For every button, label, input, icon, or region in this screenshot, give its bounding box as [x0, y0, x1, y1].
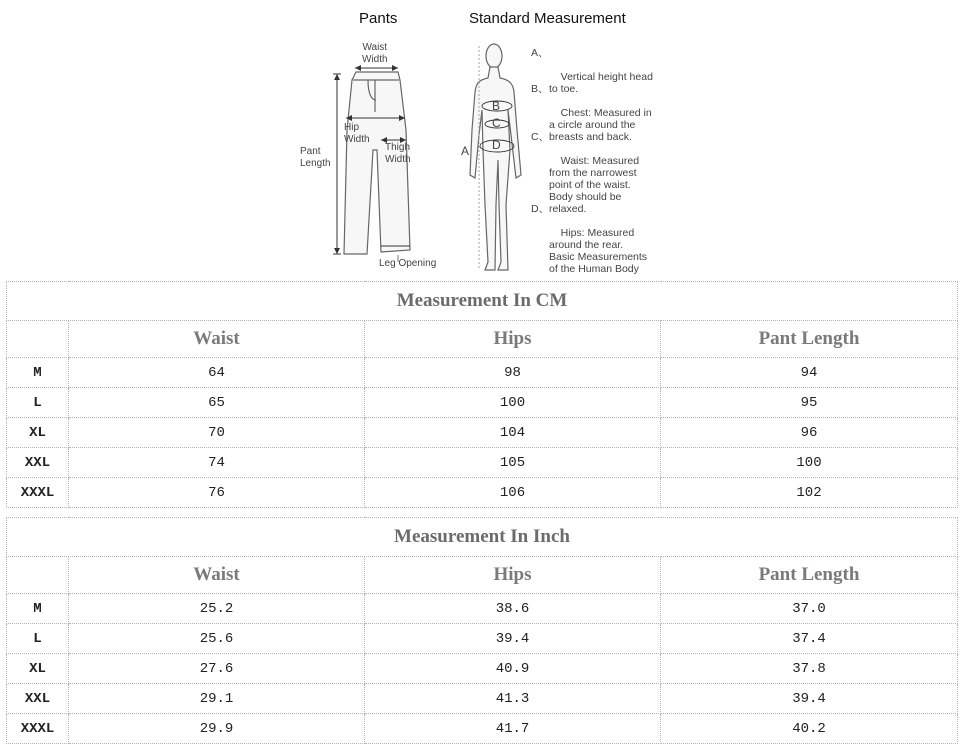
size-label: L	[7, 624, 69, 654]
pant-length-value: 102	[661, 478, 958, 508]
column-header-pant-length: Pant Length	[661, 321, 958, 358]
body-marker-c: C	[492, 116, 501, 130]
pants-heading: Pants	[359, 10, 398, 27]
table-row	[7, 388, 958, 418]
table-row	[7, 624, 958, 654]
column-header-hips: Hips	[365, 321, 661, 358]
corner-cell	[7, 321, 69, 358]
size-label: XXXL	[7, 714, 69, 744]
note-b-text: Chest: Measured in a circle around the breasts and back.	[549, 107, 652, 143]
table-row	[7, 714, 958, 744]
cm-size-table	[6, 281, 958, 508]
note-c-text: Waist: Measured from the narrowest point of the waist. Body should be relaxed.	[549, 155, 640, 215]
hips-value: 104	[365, 418, 661, 448]
leg-opening-label: Leg Opening	[379, 258, 437, 269]
waist-value: 64	[69, 358, 365, 388]
hip-width-label: Hip Width	[344, 122, 370, 145]
table-title: Measurement In Inch	[7, 518, 958, 557]
hips-value: 100	[365, 388, 661, 418]
pant-length-value: 40.2	[661, 714, 958, 744]
pant-length-value: 100	[661, 448, 958, 478]
size-label: XL	[7, 654, 69, 684]
note-d	[531, 203, 669, 287]
waist-value: 65	[69, 388, 365, 418]
hips-value: 105	[365, 448, 661, 478]
measurement-illustration	[0, 0, 962, 280]
column-header-pant-length: Pant Length	[661, 557, 958, 594]
size-label: L	[7, 388, 69, 418]
inch-size-table	[6, 517, 958, 744]
waist-value: 70	[69, 418, 365, 448]
table-row	[7, 654, 958, 684]
size-label: M	[7, 358, 69, 388]
body-figure	[470, 44, 521, 270]
table-row	[7, 594, 958, 624]
column-header-hips: Hips	[365, 557, 661, 594]
pant-length-value: 96	[661, 418, 958, 448]
size-label: M	[7, 594, 69, 624]
body-marker-a: A	[461, 144, 470, 158]
column-header-waist: Waist	[69, 321, 365, 358]
note-d-key: D、	[531, 203, 550, 215]
table-row	[7, 448, 958, 478]
hips-value: 41.7	[365, 714, 661, 744]
standard-measurement-heading: Standard Measurement	[469, 10, 626, 27]
pant-length-value: 37.0	[661, 594, 958, 624]
waist-value: 74	[69, 448, 365, 478]
waist-value: 27.6	[69, 654, 365, 684]
corner-cell	[7, 557, 69, 594]
note-b-key: B、	[531, 83, 549, 95]
pants-and-body-drawing	[0, 0, 962, 280]
table-row	[7, 684, 958, 714]
thigh-width-label: Thigh Width	[385, 142, 411, 165]
size-label: XXL	[7, 684, 69, 714]
table-row	[7, 418, 958, 448]
size-label: XL	[7, 418, 69, 448]
hips-value: 38.6	[365, 594, 661, 624]
waist-value: 25.2	[69, 594, 365, 624]
pant-length-value: 39.4	[661, 684, 958, 714]
table-row	[7, 478, 958, 508]
waist-value: 25.6	[69, 624, 365, 654]
waist-value: 29.9	[69, 714, 365, 744]
waist-value: 76	[69, 478, 365, 508]
note-d-text: Hips: Measured around the rear. Basic Measurements of the Human Body	[549, 227, 648, 275]
column-header-waist: Waist	[69, 557, 365, 594]
table-row	[7, 358, 958, 388]
note-a-text: Vertical height head to toe.	[549, 71, 653, 95]
hips-value: 39.4	[365, 624, 661, 654]
waist-value: 29.1	[69, 684, 365, 714]
hips-value: 106	[365, 478, 661, 508]
waist-width-label: Waist Width	[362, 42, 388, 65]
size-label: XXXL	[7, 478, 69, 508]
note-a-key: A、	[531, 47, 549, 59]
size-label: XXL	[7, 448, 69, 478]
pant-length-label: Pant Length	[300, 146, 331, 169]
body-marker-b: B	[492, 99, 501, 113]
table-title: Measurement In CM	[7, 282, 958, 321]
note-c-key: C、	[531, 131, 550, 143]
hips-value: 98	[365, 358, 661, 388]
pant-length-value: 37.4	[661, 624, 958, 654]
hips-value: 41.3	[365, 684, 661, 714]
hips-value: 40.9	[365, 654, 661, 684]
pant-length-value: 95	[661, 388, 958, 418]
body-marker-d: D	[492, 138, 501, 152]
pant-length-value: 94	[661, 358, 958, 388]
pant-length-value: 37.8	[661, 654, 958, 684]
